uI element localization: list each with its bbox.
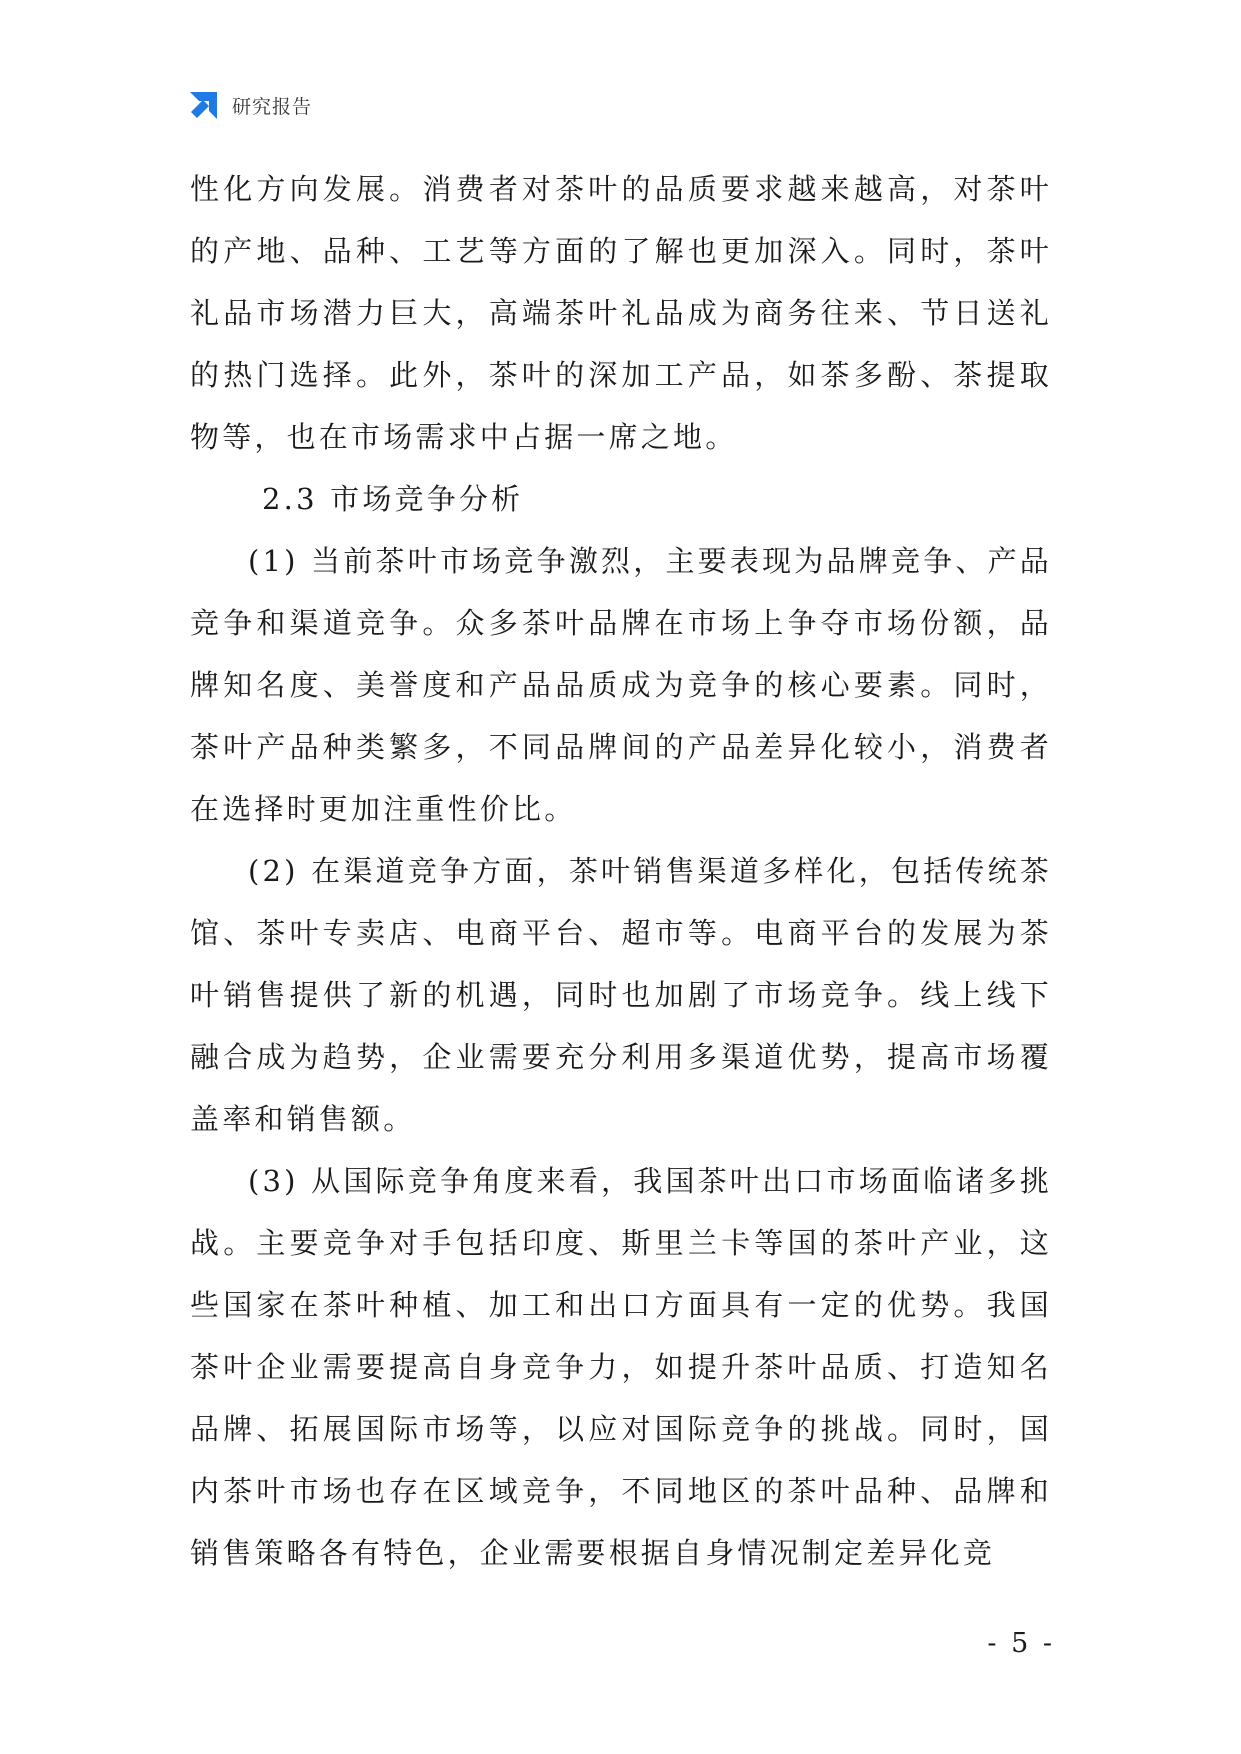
paragraph-market-trend: 性化方向发展。消费者对茶叶的品质要求越来越高，对茶叶的产地、品种、工艺等方面的了解也更加深入。同时，茶叶礼品市场潜力巨大，高端茶叶礼品成为商务往来、节日送礼的热门选择。此外，茶叶的深加工产品，如茶多酚、茶提取物等，也在市场需求中占据一席之地。: [190, 172, 1052, 454]
report-label: 研究报告: [232, 95, 313, 118]
page-number: - 5 -: [987, 1628, 1055, 1659]
page-header: [188, 88, 312, 122]
paragraph-competition-2: (2) 在渠道竞争方面，茶叶销售渠道多样化，包括传统茶馆、茶叶专卖店、电商平台、超市等。电商平台的发展为茶叶销售提供了新的机遇，同时也加剧了市场竞争。线上线下融合成为趋势，企业需要充分利用多渠道优势，提高市场覆盖率和销售额。: [190, 854, 1052, 1136]
arrow-logo-icon: [188, 89, 220, 121]
paragraph-competition-3: (3) 从国际竞争角度来看，我国茶叶出口市场面临诸多挑战。主要竞争对手包括印度、斯里兰卡等国的茶叶产业，这些国家在茶叶种植、加工和出口方面具有一定的优势。我国茶叶企业需要提高自身竞争力，如提升茶叶品质、打造知名品牌、拓展国际市场等，以应对国际竞争的挑战。同时，国内茶叶市场也存在区域竞争，不同地区的茶叶品种、品牌和销售策略各有特色，企业需要根据自身情况制定差异化竞: [190, 1164, 1052, 1570]
document-body: [190, 158, 1052, 1584]
section-heading: 2.3 市场竞争分析: [262, 482, 524, 516]
paragraph-competition-1: (1) 当前茶叶市场竞争激烈，主要表现为品牌竞争、产品竞争和渠道竞争。众多茶叶品牌在市场上争夺市场份额，品牌知名度、美誉度和产品品质成为竞争的核心要素。同时，茶叶产品种类繁多，不同品牌间的产品差异化较小，消费者在选择时更加注重性价比。: [190, 544, 1052, 826]
